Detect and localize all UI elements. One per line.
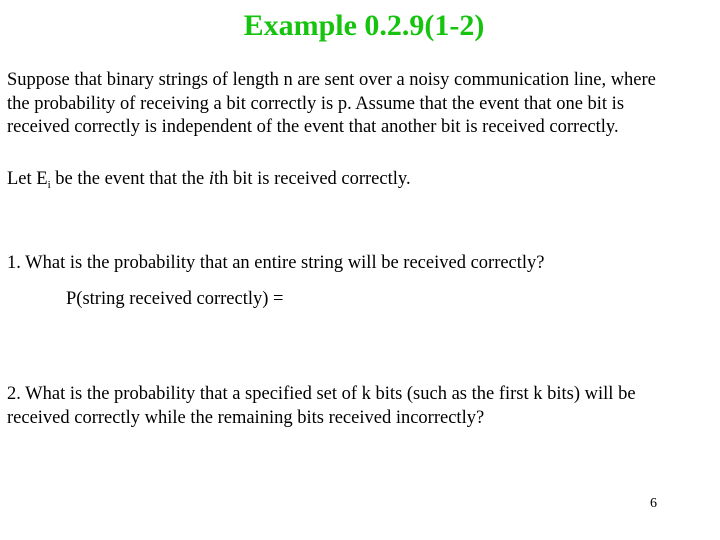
event-subscript: i bbox=[47, 179, 51, 191]
event-definition-suffix: th bit is received correctly. bbox=[214, 169, 411, 189]
intro-paragraph bbox=[7, 69, 719, 140]
question-1: 1. What is the probability that an entire string will be received correctly? bbox=[7, 253, 545, 273]
event-italic-index: i bbox=[208, 169, 214, 189]
intro-line-2: the probability of receiving a bit correctly is p. Assume that the event that one bit is bbox=[7, 93, 625, 114]
question-2-line-1: 2. What is the probability that a specified set of k bits (such as the first k bits) will be bbox=[7, 384, 636, 404]
event-definition-mid: be the event that the bbox=[50, 169, 209, 189]
answer-formula: P(string received correctly) = bbox=[66, 289, 284, 309]
slide-title: Example 0.2.9(1-2) bbox=[243, 9, 485, 42]
intro-line-1: Suppose that binary strings of length n are sent over a noisy communication line, where bbox=[7, 70, 656, 90]
intro-line-3: received correctly is independent of the event that another bit is received correctly. bbox=[7, 117, 619, 137]
page-number: 6 bbox=[650, 496, 657, 511]
event-definition bbox=[7, 168, 411, 192]
question-2 bbox=[7, 383, 719, 430]
event-definition-prefix: Let E bbox=[7, 169, 48, 189]
question-2-line-2: received correctly while the remaining bits received incorrectly? bbox=[7, 407, 485, 428]
